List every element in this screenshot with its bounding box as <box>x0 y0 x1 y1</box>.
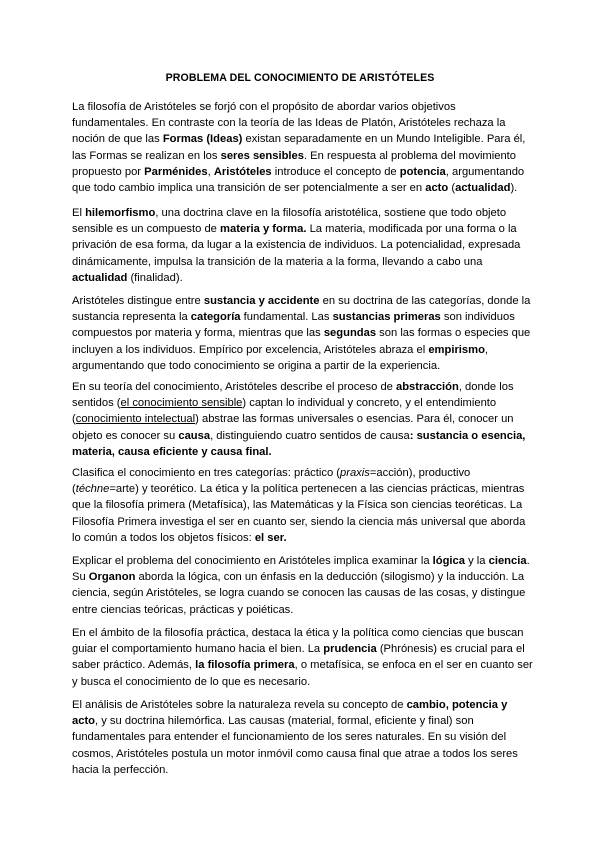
underline-conocimiento-intelectual: conocimiento intelectual <box>75 413 196 426</box>
emphasis-actualidad: actualidad <box>72 271 128 284</box>
text-run: , distinguiendo cuatro sentidos de causa <box>210 429 410 442</box>
text-run: =acción), productivo ( <box>72 467 471 496</box>
emphasis-hilemorfismo: hilemorfismo <box>85 207 156 219</box>
paragraph-7 <box>72 625 534 690</box>
text-run: (Phrónesis) es crucial para el saber práctico. Además, <box>72 643 525 672</box>
emphasis-sustancia-y-accidente: sustancia y accidente <box>203 295 320 307</box>
text-run: son individuos compuestos por materia y forma, mientras que las <box>72 311 515 340</box>
emphasis-ciencia: ciencia <box>488 555 527 567</box>
italic-praxis: praxis <box>340 467 370 479</box>
text-run: introduce el concepto de <box>271 165 400 178</box>
emphasis-filosofia-primera: la filosofía primera <box>195 659 295 672</box>
emphasis-el-ser: el ser. <box>254 531 287 544</box>
text-run: ) abstrae las formas universales o esencias. Para él, conocer un objeto es conocer su <box>72 413 514 442</box>
paragraph-2 <box>72 205 534 286</box>
text-run: , y su doctrina hilemórfica. Las causas (material, formal, eficiente y final) son fundamentales para entender el funcionamiento de los seres naturales. En su visión del cosmos, Aristóteles postula un motor inmóvil como causa final que atrae a todos los seres hacia la perfección. <box>72 715 518 776</box>
text-run: en su doctrina de las categorías, donde la sustancia representa la <box>72 295 531 324</box>
text-run: son las formas o especies que incluyen a los individuos. Empírico por excelencia, Aristóteles abraza el <box>72 327 531 356</box>
paragraph-8 <box>72 697 534 778</box>
text-run: Clasifica el conocimiento en tres categorías: práctico ( <box>72 467 340 479</box>
paragraph-1 <box>72 99 534 196</box>
text-run: , argumentando que todo conocimiento se origina a partir de la experiencia. <box>72 343 489 372</box>
emphasis-organon: Organon <box>88 571 136 584</box>
text-run: fundamental. Las <box>240 311 333 324</box>
emphasis-causa: causa <box>178 429 211 442</box>
emphasis-potencia: potencia <box>399 165 446 178</box>
text-run: , argumentando que todo cambio implica una transición de ser potencialmente a ser en <box>72 165 525 195</box>
emphasis-prudencia: prudencia <box>323 643 377 656</box>
paragraph-5 <box>72 465 534 546</box>
emphasis-cuatro-causas: : sustancia o esencia, materia, causa eficiente y causa final. <box>72 429 526 458</box>
text-run: , <box>207 165 214 178</box>
text-run: aborda la lógica, con un énfasis en la deducción (silogismo) y la inducción. La ciencia, según Aristóteles, se logra cuando se conocen las causas de las cosas, y distingue entre ciencias teóricas, prácticas y poiéticas. <box>72 571 526 616</box>
text-run: , una doctrina clave en la filosofía aristotélica, sostiene que todo objeto sensible es un compuesto de <box>72 207 507 236</box>
emphasis-seres-sensibles: seres sensibles <box>220 149 304 162</box>
emphasis-sustancias-primeras: sustancias primeras <box>332 311 441 324</box>
text-run: y la <box>464 555 489 567</box>
text-run: Explicar el problema del conocimiento en Aristóteles implica examinar la <box>72 555 433 567</box>
text-run: El <box>72 207 86 219</box>
text-run: , o metafísica, se enfoca en el ser en cuanto ser y busca el conocimiento de lo que es necesario. <box>72 659 533 688</box>
text-run: Aristóteles distingue entre <box>72 295 204 307</box>
emphasis-acto: acto <box>425 182 449 195</box>
emphasis-parmenides: Parménides <box>144 165 208 178</box>
emphasis-aristoteles: Aristóteles <box>213 165 272 178</box>
emphasis-abstraccion: abstracción <box>396 381 459 393</box>
text-run: ( <box>448 182 456 195</box>
emphasis-empirismo: empirismo <box>428 343 485 356</box>
text-run: . En respuesta al problema del movimiento propuesto por <box>72 149 517 178</box>
text-run: ). <box>510 182 518 195</box>
emphasis-formas: Formas (Ideas) <box>162 133 243 146</box>
paragraph-4 <box>72 379 534 460</box>
text-run: En su teoría del conocimiento, Aristóteles describe el proceso de <box>72 381 396 393</box>
emphasis-segundas: segundas <box>323 327 377 340</box>
italic-techne: téchne <box>75 483 110 496</box>
paragraph-3 <box>72 293 534 374</box>
text-run: existan separadamente en un Mundo Inteligible. Para él, las Formas se realizan en los <box>72 133 526 162</box>
text-run: La filosofía de Aristóteles se forjó con el propósito de abordar varios objetivos fundamentales. En contraste con la teoría de las Ideas de Platón, Aristóteles rechaza la noción de que las <box>72 101 506 146</box>
emphasis-actualidad: actualidad <box>455 182 511 195</box>
underline-conocimiento-sensible: el conocimiento sensible <box>120 397 243 410</box>
document-title: PROBLEMA DEL CONOCIMIENTO DE ARISTÓTELES <box>165 72 435 84</box>
text-run: (finalidad). <box>127 271 183 284</box>
text-run: En el ámbito de la filosofía práctica, destaca la ética y la política como ciencias que buscan guiar el comportamiento humano hacia el bien. La <box>72 627 524 656</box>
paragraph-6 <box>72 553 534 618</box>
text-run: La materia, modificada por una forma o la privación de esa forma, da lugar a la existencia de individuos. La potencialidad, expresada dinámicamente, impulsa la transición de la materia a la forma, llevando a cabo una <box>72 223 521 268</box>
text-run: ) captan lo individual y concreto, y el entendimiento ( <box>72 397 497 426</box>
text-run: . Su <box>72 555 530 584</box>
text-run: , donde los sentidos ( <box>72 381 514 410</box>
emphasis-logica: lógica <box>432 555 465 567</box>
text-run: =arte) y teorético. La ética y la política pertenecen a las ciencias prácticas, mientras que la filosofía primera (Metafísica), las Matemáticas y la Física son ciencias teoréticas. La Filosofía Primera investiga el ser en cuanto ser, siendo la ciencia más universal que aborda lo común a todos los objetos físicos: <box>72 483 526 544</box>
emphasis-materia-y-forma: materia y forma. <box>220 223 307 236</box>
emphasis-cambio-potencia-acto: cambio, potencia y acto <box>72 699 508 728</box>
emphasis-categoria: categoría <box>190 311 241 324</box>
text-run: El análisis de Aristóteles sobre la naturaleza revela su concepto de <box>72 699 407 711</box>
